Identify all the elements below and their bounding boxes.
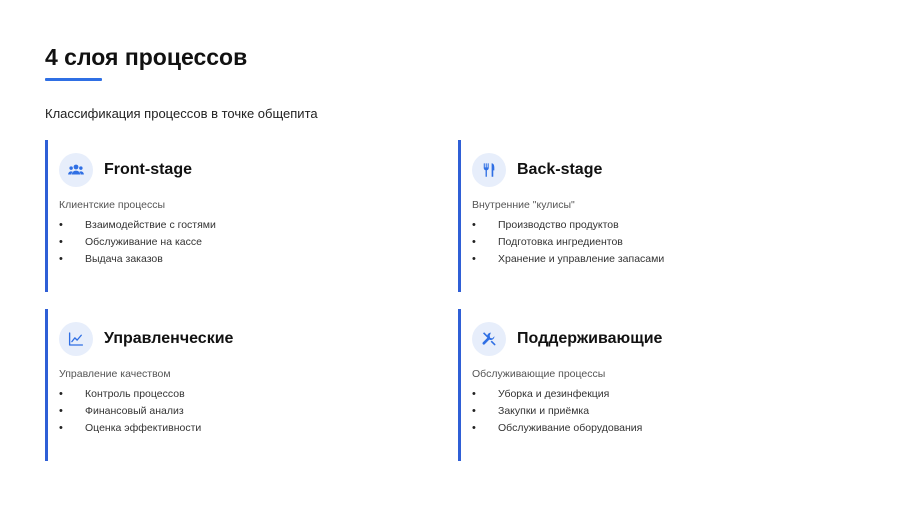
list-item: • Закупки и приёмка [472, 403, 642, 420]
card-list [59, 386, 201, 437]
process-card-front-stage [45, 140, 425, 292]
list-item: • Производство продуктов [472, 217, 664, 234]
title-underline [45, 78, 102, 81]
list-item: • Контроль процессов [59, 386, 201, 403]
card-subtitle: Клиентские процессы [59, 199, 166, 211]
process-card-back-stage [458, 140, 838, 292]
list-item: • Выдача заказов [59, 251, 216, 268]
list-item: • Взаимодействие с гостями [59, 217, 216, 234]
list-item: • Финансовый анализ [59, 403, 201, 420]
card-subtitle: Обслуживающие процессы [472, 368, 606, 380]
card-subtitle: Внутренние "кулисы" [472, 199, 575, 211]
card-title: Front-stage [104, 161, 192, 178]
card-subtitle: Управление качеством [59, 368, 171, 380]
card-title: Управленческие [104, 330, 234, 347]
list-item: • Хранение и управление запасами [472, 251, 664, 268]
process-card-management [45, 309, 425, 461]
page-subtitle: Классификация процессов в точке общепита [45, 106, 318, 121]
list-item: • Подготовка ингредиентов [472, 234, 664, 251]
process-card-support [458, 309, 838, 461]
tools-icon [472, 322, 506, 356]
users-icon [59, 153, 93, 187]
list-item: • Оценка эффективности [59, 420, 201, 437]
page-title: 4 слоя процессов [45, 44, 248, 70]
list-item: • Обслуживание оборудования [472, 420, 642, 437]
chart-line-icon [59, 322, 93, 356]
card-title: Back-stage [517, 161, 603, 178]
card-title: Поддерживающие [517, 330, 663, 347]
list-item: • Уборка и дезинфекция [472, 386, 642, 403]
list-item: • Обслуживание на кассе [59, 234, 216, 251]
utensils-icon [472, 153, 506, 187]
card-list [472, 386, 642, 437]
card-list [472, 217, 664, 268]
card-list [59, 217, 216, 268]
